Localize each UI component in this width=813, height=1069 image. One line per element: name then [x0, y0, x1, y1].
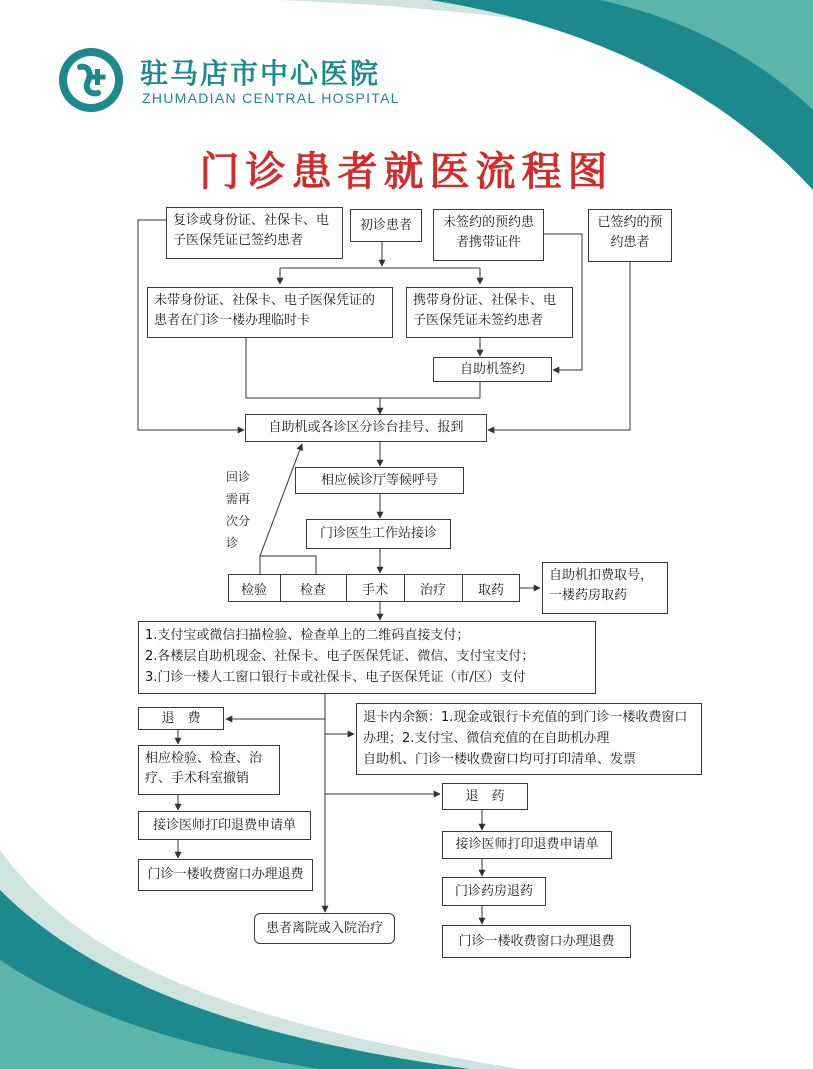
node-register-checkin: 自助机或各诊区分诊台挂号、报到 — [245, 414, 487, 442]
tab-treatment: 治疗 — [404, 574, 463, 602]
node-unsigned-appointment: 未签约的预约患者携带证件 — [433, 209, 544, 261]
node-refund: 退 费 — [138, 707, 224, 730]
node-drug-window: 门诊一楼收费窗口办理退费 — [442, 925, 631, 958]
page-title: 门诊患者就医流程图 — [199, 148, 614, 195]
node-self-service-sign: 自助机签约 — [433, 357, 552, 382]
node-drug-print: 接诊医师打印退费申请单 — [442, 831, 612, 859]
hospital-name-en: ZHUMADIAN CENTRAL HOSPITAL — [142, 90, 400, 106]
node-first-visit: 初诊患者 — [350, 209, 422, 242]
edge-loop-up — [260, 444, 302, 556]
node-self-pay-pickup: 自助机扣费取号，一楼药房取药 — [542, 562, 668, 614]
node-revisit-patients: 复诊或身份证、社保卡、电子医保凭证已签约患者 — [166, 207, 343, 259]
payment-method-2: 2.各楼层自助机现金、社保卡、电子医保凭证、微信、支付宝支付； — [145, 649, 535, 664]
tab-lab-test: 检验 — [228, 574, 281, 602]
node-card-balance — [356, 703, 702, 775]
node-drug-refund: 退 药 — [442, 783, 528, 810]
payment-method-3: 3.门诊一楼人工窗口银行卡或社保卡、电子医保凭证（市/区）支付 — [145, 670, 526, 685]
node-discharge: 患者离院或入院治疗 — [254, 913, 395, 944]
payment-method-1: 1.支付宝或微信扫描检验、检查单上的二维码直接支付； — [145, 628, 470, 643]
node-refund-print: 接诊医师打印退费申请单 — [138, 811, 311, 840]
node-doctor-station: 门诊医生工作站接诊 — [306, 519, 451, 549]
node-refund-window: 门诊一楼收费窗口办理退费 — [138, 859, 313, 891]
node-payment-methods — [138, 621, 596, 694]
tab-medicine-pickup: 取药 — [477, 582, 504, 598]
tab-surgery: 手术 — [346, 574, 405, 602]
node-refund-cancel: 相应检验、检查、治疗、手术科室撤销 — [138, 745, 280, 795]
node-signed-appointment: 已签约的预约患者 — [588, 209, 672, 262]
node-no-id-temp-card: 未带身份证、社保卡、电子医保凭证的患者在门诊一楼办理临时卡 — [147, 287, 393, 338]
node-with-id-unsigned: 携带身份证、社保卡、电子医保凭证未签约患者 — [406, 287, 573, 338]
card-balance-refund: 退卡内余额：1.现金或银行卡充值的到门诊一楼收费窗口办理；2.支付宝、微信充值的在自助机办理 — [363, 710, 688, 746]
hospital-name-cn: 驻马店市中心医院 — [140, 57, 381, 90]
node-waiting-hall: 相应候诊厅等候呼号 — [295, 467, 464, 494]
tab-examination: 检查 — [280, 574, 347, 602]
edge-loop-bracket — [260, 556, 316, 574]
card-balance-invoice: 自助机、门诊一楼收费窗口均可打印清单、发票 — [363, 752, 637, 767]
node-drug-pharmacy: 门诊药房退药 — [442, 877, 546, 906]
revisit-triage-note: 回诊需再次分诊 — [226, 470, 251, 550]
